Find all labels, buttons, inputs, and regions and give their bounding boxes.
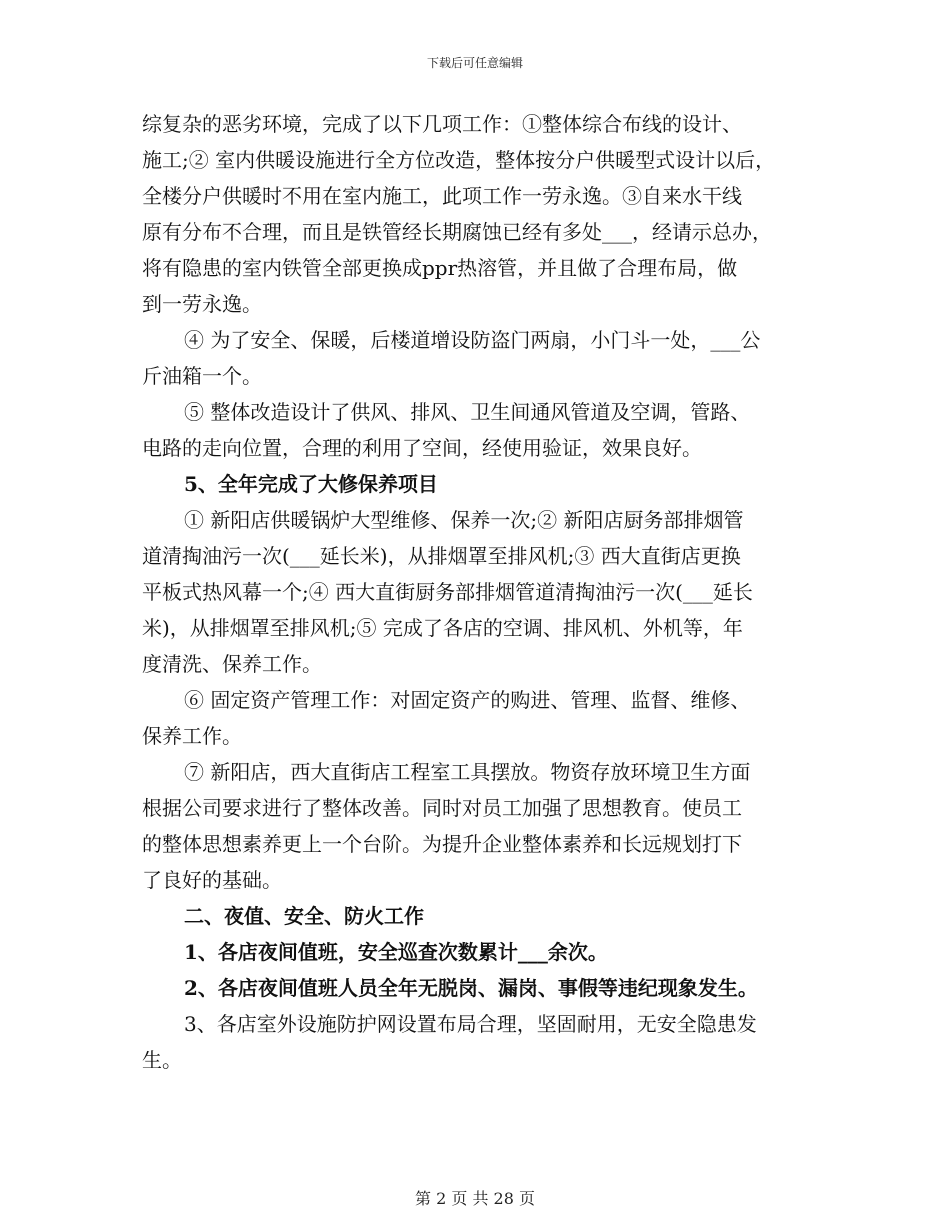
text-line: ⑦ 新阳店，西大直街店工程室工具摆放。物资存放环境卫生方面 (184, 760, 751, 784)
text-line: 将有隐患的室内铁管全部更换成ppr热溶管，并且做了合理布局，做 (142, 256, 738, 280)
text-line: 度清洗、保养工作。 (142, 652, 322, 676)
text-line: 了良好的基础。 (142, 868, 282, 892)
text-line: 生。 (142, 1048, 182, 1072)
page-footer: 第 2 页 共 28 页 (415, 1189, 535, 1208)
text-line: 原有分布不合理，而且是铁管经长期腐蚀已经有多处___，经请示总办， (142, 220, 772, 244)
text-line: 综复杂的恶劣环境，完成了以下几项工作：①整体综合布线的设计、 (142, 112, 742, 136)
text-line: 施工;② 室内供暖设施进行全方位改造，整体按分户供暖型式设计以后， (142, 148, 776, 172)
text-line: 电路的走向位置，合理的利用了空间，经使用验证，效果良好。 (142, 436, 702, 460)
text-line: 根据公司要求进行了整体改善。同时对员工加强了思想教育。使员工 (142, 796, 742, 820)
text-line: ① 新阳店供暖锅炉大型维修、保养一次;② 新阳店厨务部排烟管 (184, 508, 744, 532)
text-line: 的整体思想素养更上一个台阶。为提升企业整体素养和长远规划打下 (142, 832, 742, 856)
text-line: 保养工作。 (142, 724, 242, 748)
text-line: ⑥ 固定资产管理工作：对固定资产的购进、管理、监督、维修、 (184, 688, 751, 712)
text-line: 全楼分户供暖时不用在室内施工，此项工作一劳永逸。③自来水干线 (142, 184, 742, 208)
text-line: 3、各店室外设施防护网设置布局合理，坚固耐用，无安全隐患发 (184, 1012, 757, 1036)
text-line: 到一劳永逸。 (142, 292, 262, 316)
text-line: 斤油箱一个。 (142, 364, 262, 388)
text-line: 米)，从排烟罩至排风机;⑤ 完成了各店的空调、排风机、外机等，年 (142, 616, 743, 640)
section-heading: 5、全年完成了大修保养项目 (184, 472, 438, 496)
section-heading: 2、各店夜间值班人员全年无脱岗、漏岗、事假等违纪现象发生。 (184, 976, 758, 1000)
section-heading: 1、各店夜间值班，安全巡查次数累计___余次。 (184, 940, 608, 964)
text-line: 平板式热风幕一个;④ 西大直街厨务部排烟管道清掏油污一次(___延长 (142, 580, 753, 604)
document-body (142, 106, 804, 1078)
page-header: 下载后可任意编辑 (426, 56, 523, 70)
text-line: ④ 为了安全、保暖，后楼道增设防盗门两扇，小门斗一处，___公 (184, 328, 761, 352)
section-heading: 二、夜值、安全、防火工作 (184, 904, 424, 928)
text-line: 道清掏油污一次(___延长米)，从排烟罩至排风机;③ 西大直街店更换 (142, 544, 741, 568)
text-line: ⑤ 整体改造设计了供风、排风、卫生间通风管道及空调，管路、 (184, 400, 751, 424)
